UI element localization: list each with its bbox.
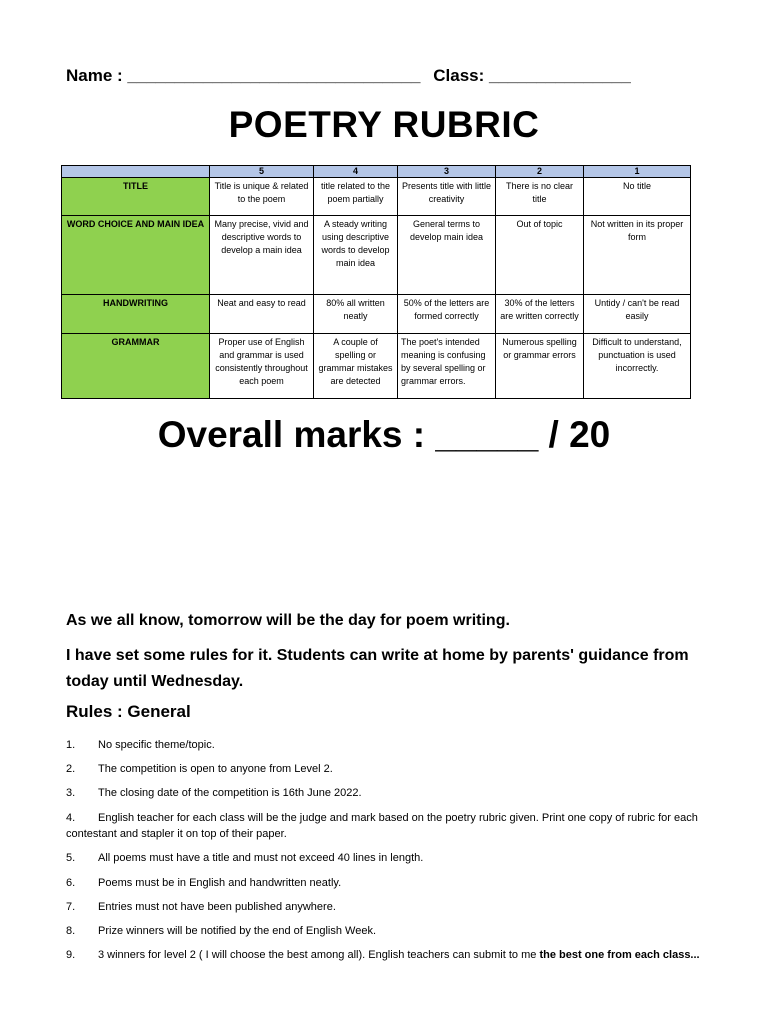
- rubric-cell: There is no clear title: [496, 178, 584, 216]
- rule-text: Entries must not have been published anywhere.: [98, 901, 336, 913]
- rubric-cell: Title is unique & related to the poem: [210, 178, 314, 216]
- rubric-row-title: [62, 178, 691, 216]
- score-header: 1: [584, 166, 691, 178]
- rule-text: The competition is open to anyone from Level 2.: [98, 763, 333, 775]
- criterion-cell: HANDWRITING: [62, 295, 210, 334]
- rubric-cell: title related to the poem partially: [314, 178, 398, 216]
- rule-text: All poems must have a title and must not exceed 40 lines in length.: [98, 852, 424, 864]
- rubric-cell: Numerous spelling or grammar errors: [496, 334, 584, 399]
- rubric-table: [61, 165, 691, 399]
- rubric-cell: Presents title with little creativity: [398, 178, 496, 216]
- rule-item: [66, 850, 706, 866]
- rubric-cell: Proper use of English and grammar is used consistently throughout each poem: [210, 334, 314, 399]
- rule-text: No specific theme/topic.: [98, 739, 215, 751]
- rule-number: 6.: [66, 877, 76, 889]
- rubric-row-grammar: [62, 334, 691, 399]
- rule-item: [66, 761, 706, 777]
- rubric-header-corner: [62, 166, 210, 178]
- rubric-cell: Difficult to understand, punctuation is used incorrectly.: [584, 334, 691, 399]
- rule-text: English teacher for each class will be the judge and mark based on the poetry rubric given. Print one copy of rubric for each contestant and stapler it on top of their paper.: [66, 812, 698, 840]
- rule-text: 3 winners for level 2 ( I will choose the best among all). English teachers can submit to me: [98, 949, 540, 961]
- score-header: 2: [496, 166, 584, 178]
- rule-item: [66, 875, 706, 891]
- rule-number: 4.: [66, 812, 76, 824]
- rubric-cell: Untidy / can't be read easily: [584, 295, 691, 334]
- rule-text: Poems must be in English and handwritten neatly.: [98, 877, 342, 889]
- name-class-line: [66, 66, 631, 86]
- rubric-cell: Out of topic: [496, 216, 584, 295]
- intro-line-1: As we all know, tomorrow will be the day for poem writing.: [66, 612, 510, 629]
- rule-number: 2.: [66, 763, 76, 775]
- rubric-cell: General terms to develop main idea: [398, 216, 496, 295]
- rubric-row-handwriting: [62, 295, 691, 334]
- criterion-cell: TITLE: [62, 178, 210, 216]
- rubric-cell: The poet's intended meaning is confusing by several spelling or grammar errors.: [398, 334, 496, 399]
- rubric-cell: 30% of the letters are written correctly: [496, 295, 584, 334]
- overall-marks: Overall marks : _____ / 20: [157, 414, 611, 455]
- rubric-cell: Neat and easy to read: [210, 295, 314, 334]
- rule-item: [66, 810, 706, 842]
- rubric-cell: 80% all written neatly: [314, 295, 398, 334]
- rule-text: The closing date of the competition is 16th June 2022.: [98, 787, 362, 799]
- rubric-cell: 50% of the letters are formed correctly: [398, 295, 496, 334]
- class-field-label[interactable]: Class: _______________: [433, 66, 631, 85]
- rule-text-bold: the best one from each class...: [539, 949, 700, 961]
- rubric-cell: Not written in its proper form: [584, 216, 691, 295]
- rule-number: 5.: [66, 852, 76, 864]
- rule-item: [66, 737, 706, 753]
- rule-item: [66, 899, 706, 915]
- rubric-cell: A couple of spelling or grammar mistakes are detected: [314, 334, 398, 399]
- rule-text: Prize winners will be notified by the end of English Week.: [98, 925, 376, 937]
- rubric-row-word-choice: [62, 216, 691, 295]
- rubric-header-row: [62, 166, 691, 178]
- page-title: POETRY RUBRIC: [228, 104, 540, 145]
- rule-item: [66, 947, 706, 963]
- rubric-cell: A steady writing using descriptive words to develop main idea: [314, 216, 398, 295]
- criterion-cell: WORD CHOICE AND MAIN IDEA: [62, 216, 210, 295]
- rule-number: 7.: [66, 901, 76, 913]
- rule-item: [66, 923, 706, 939]
- score-header: 4: [314, 166, 398, 178]
- rule-number: 3.: [66, 787, 76, 799]
- rubric-cell: No title: [584, 178, 691, 216]
- rule-number: 1.: [66, 739, 76, 751]
- score-header: 3: [398, 166, 496, 178]
- rubric-cell: Many precise, vivid and descriptive words to develop a main idea: [210, 216, 314, 295]
- score-header: 5: [210, 166, 314, 178]
- name-field-label[interactable]: Name : _______________________________: [66, 66, 421, 85]
- rule-number: 9.: [66, 949, 76, 961]
- intro-line-2: I have set some rules for it. Students can write at home by parents' guidance from today until Wednesday.: [66, 647, 689, 690]
- rule-number: 8.: [66, 925, 76, 937]
- rules-heading: Rules : General: [66, 702, 191, 721]
- criterion-cell: GRAMMAR: [62, 334, 210, 399]
- rule-item: [66, 785, 706, 801]
